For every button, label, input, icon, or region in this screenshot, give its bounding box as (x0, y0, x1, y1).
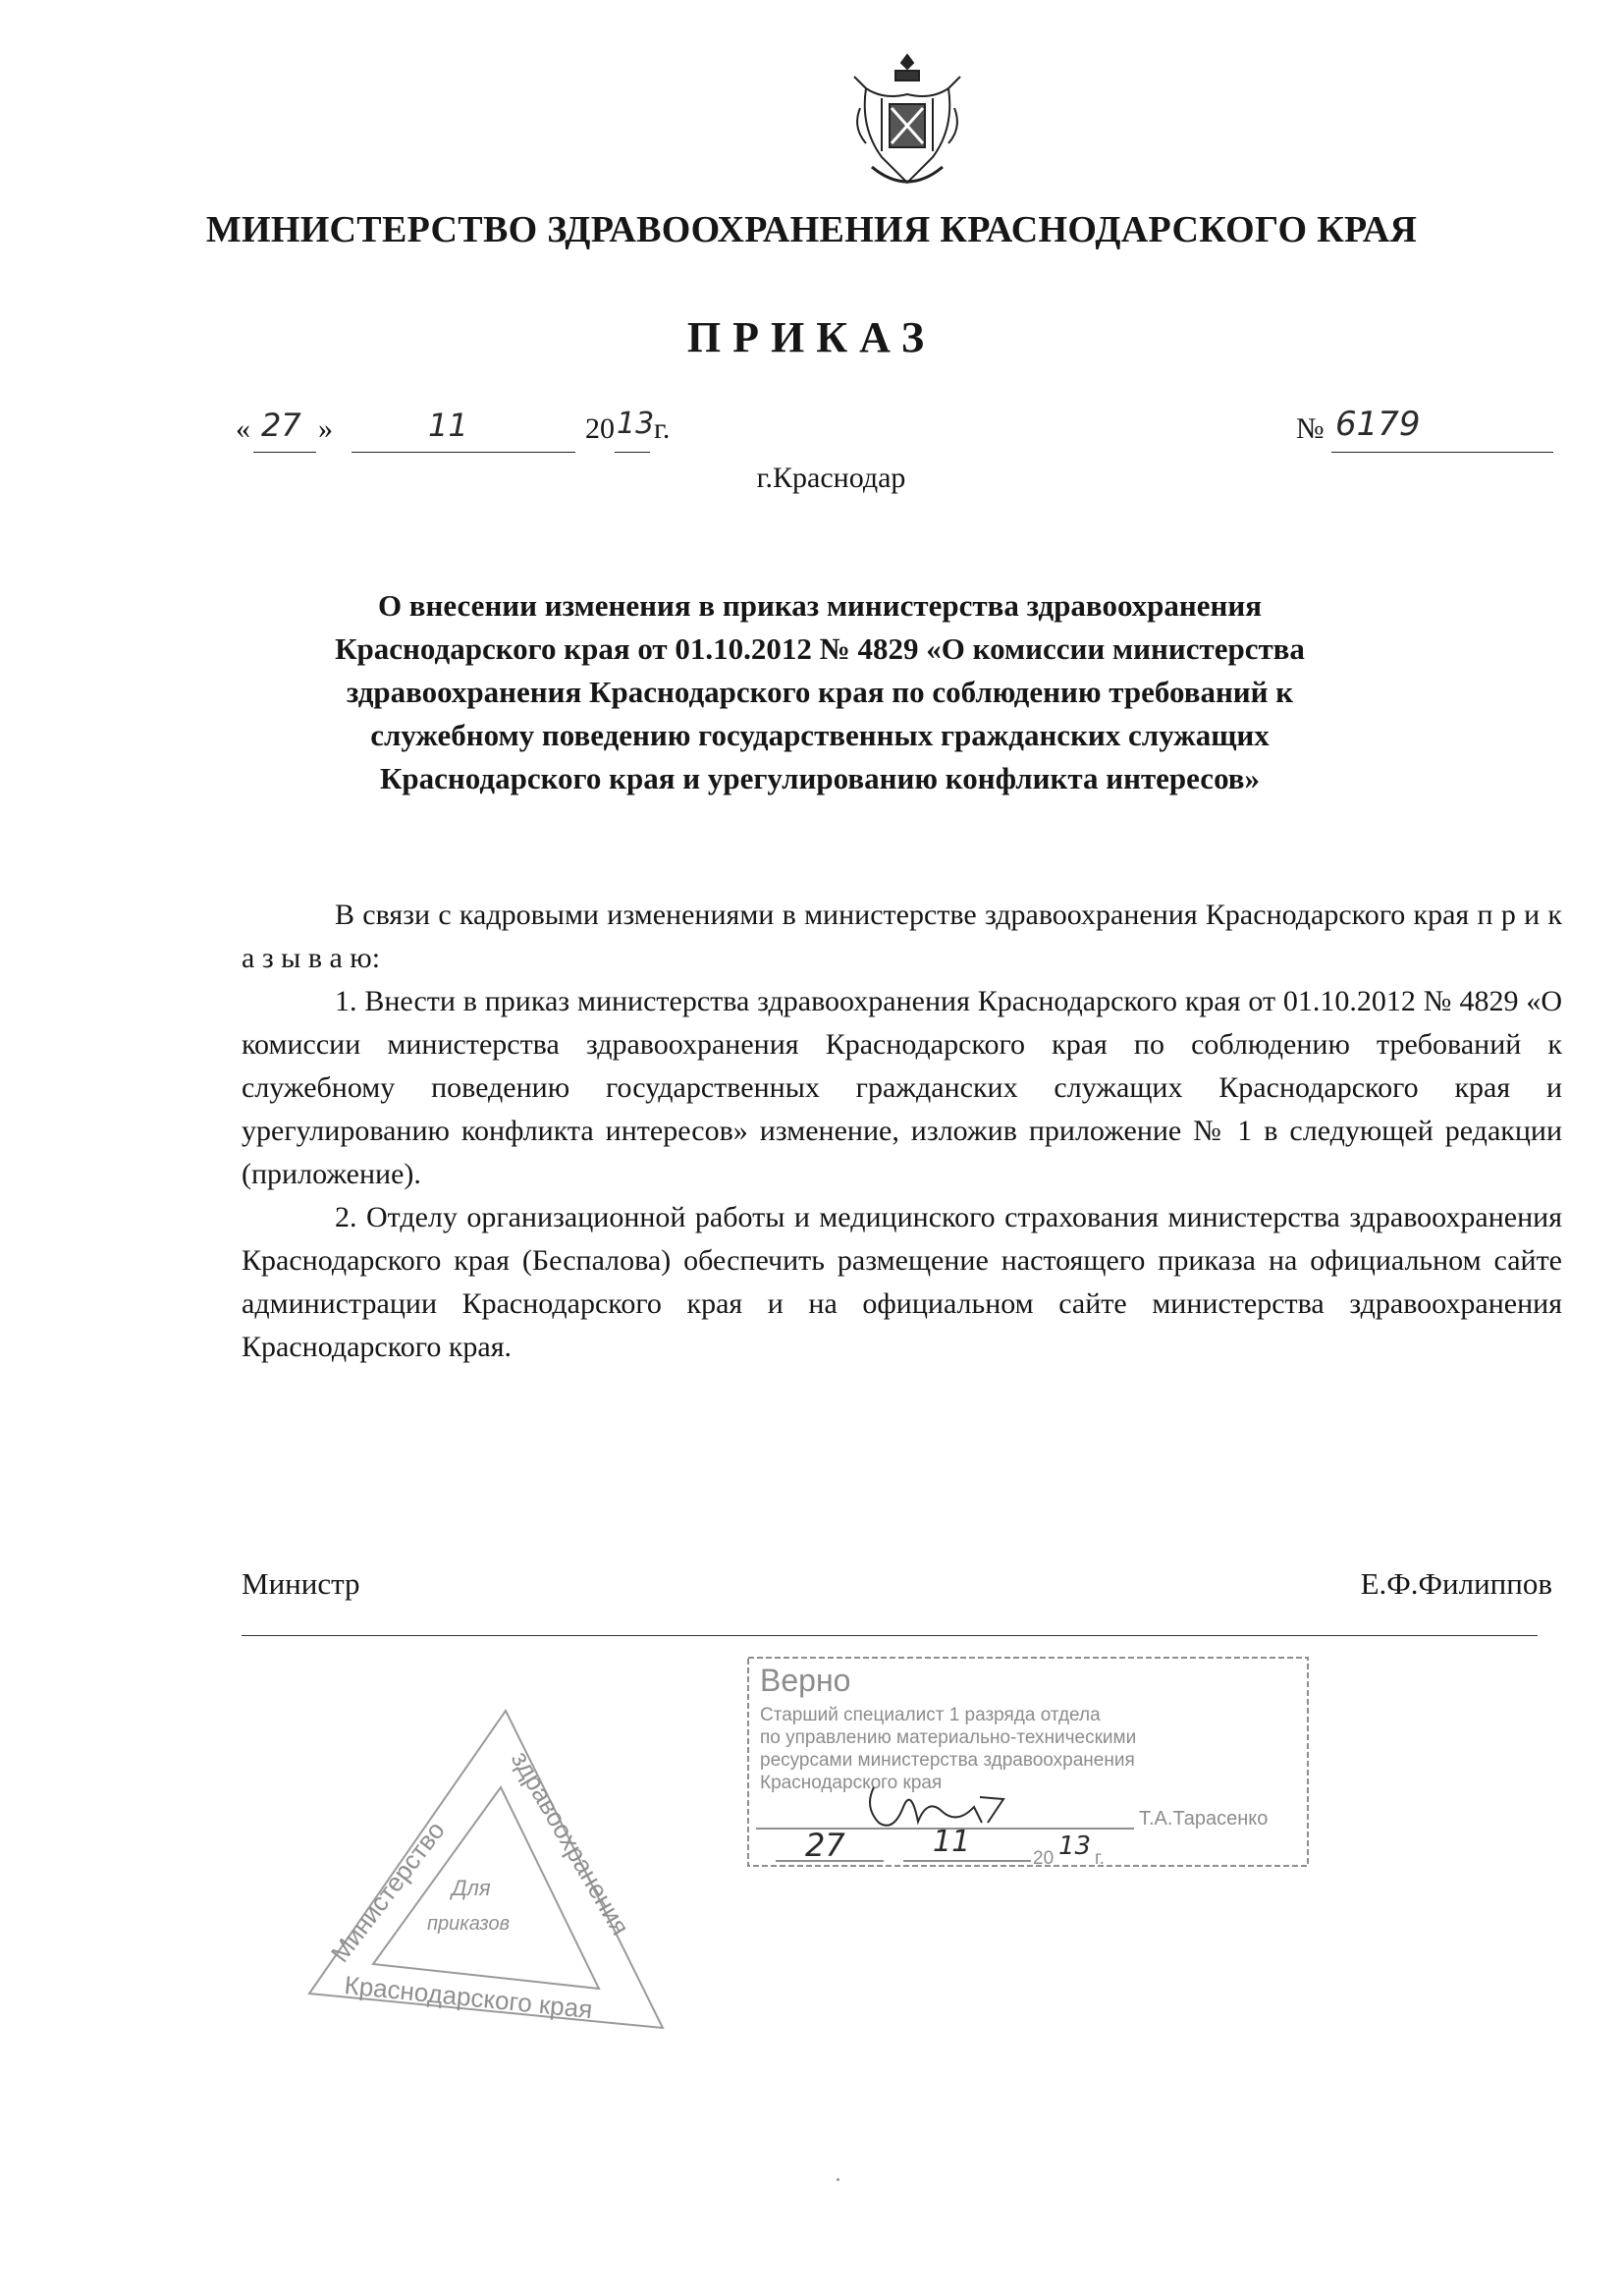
body-intro-paragraph: В связи с кадровыми изменениями в министерстве здравоохранения Краснодарского края п р и к а з ы в а ю: (242, 899, 1562, 974)
ministry-name: МИНИСТЕРСТВО ЗДРАВООХРАНЕНИЯ КРАСНОДАРСКОГО КРАЯ (205, 209, 1418, 250)
signer-name: Е.Ф.Филиппов (1360, 1566, 1552, 1601)
body-item-1: 1. Внести в приказ министерства здравоохранения Краснодарского края от 01.10.2012 № 4829 «О комиссии министерства здравоохранения Краснодарского края по соблюдению требований к служебному поведению государственных гражданских служащих Краснодарского края и урегулированию конфликта интересов» изменение, изложив приложение № 1 в следующей редакции (приложение). (242, 985, 1562, 1190)
order-number-handwritten: 6179 (1335, 405, 1421, 444)
signer-role: Министр (242, 1566, 360, 1601)
stamp-date-day: 27 (805, 1827, 845, 1864)
stamp-signer-name: Т.А.Тарасенко (1139, 1808, 1269, 1830)
scan-speck (837, 2178, 839, 2181)
stamp-date-month: 11 (933, 1825, 971, 1859)
stamp-heading: Верно (760, 1663, 851, 1698)
triangular-seal-stamp (304, 1699, 668, 2033)
document-type-title: ПРИКАЗ (686, 313, 937, 361)
stamp-date-year: 13 (1058, 1831, 1092, 1861)
date-number-line (236, 405, 1561, 462)
certification-stamp (746, 1650, 1325, 1876)
city-name: г.Краснодар (756, 462, 906, 494)
signature-row (242, 1566, 1552, 1615)
coat-of-arms-emblem (852, 49, 962, 196)
seal-inner-line1: Для (452, 1876, 491, 1900)
body-item-2: 2. Отделу организационной работы и медицинского страхования министерства здравоохранения Краснодарского края (Беспалова) обеспечить размещение настоящего приказа на официальном сайте администрации Краснодарского края и на официальном сайте министерства здравоохранения Краснодарского края. (242, 1201, 1562, 1363)
seal-text-right: здравоохранения (505, 1745, 636, 1941)
seal-text-left: Министерство (324, 1815, 451, 1968)
order-number-label: № (1296, 412, 1325, 445)
signature-divider (242, 1635, 1538, 1636)
date-day-handwritten: 27 (261, 407, 301, 444)
order-body (242, 894, 1562, 1369)
date-close-quote: » (318, 412, 333, 445)
stamp-line-2: по управлению материально-техническими (760, 1727, 1137, 1748)
stamp-date-year-unit: г. (1095, 1848, 1105, 1869)
stamp-line-4: Краснодарского края (760, 1773, 943, 1793)
stamp-line-1: Старший специалист 1 разряда отдела (760, 1705, 1101, 1725)
seal-text-bottom: Краснодарского края (343, 1970, 594, 2025)
stamp-date-year-prefix: 20 (1033, 1848, 1055, 1869)
order-subject-title: О внесении изменения в приказ министерства здравоохранения Краснодарского края от 01.10.2012 № 4829 «О комиссии министерства здравоохранения Краснодарского края по соблюдению требований к служебному поведению государственных гражданских служащих Краснодарского края и урегулированию конфликта интересов» (335, 588, 1305, 795)
date-year-unit: г. (654, 412, 671, 445)
date-open-quote: « (236, 412, 250, 445)
seal-inner-line2: приказов (427, 1913, 511, 1935)
stamp-line-3: ресурсами министерства здравоохранения (760, 1750, 1135, 1771)
date-year-prefix: 20 (585, 412, 615, 445)
date-year-handwritten: 13 (617, 407, 655, 441)
date-month-handwritten: 11 (428, 407, 468, 444)
